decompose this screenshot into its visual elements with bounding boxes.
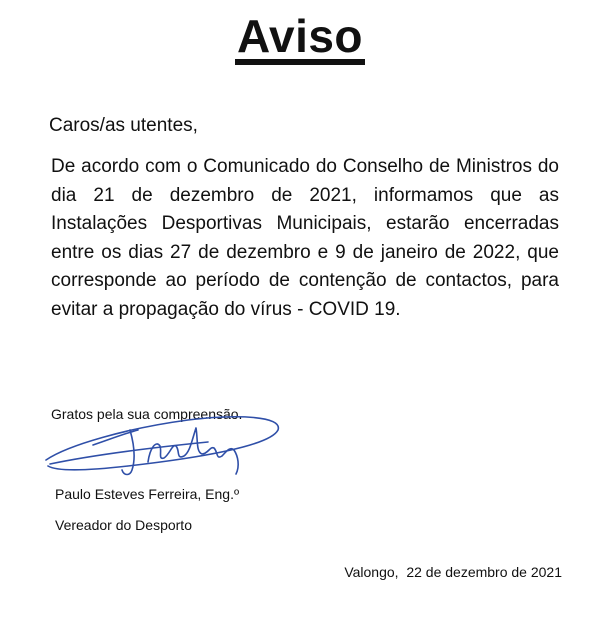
notice-title — [0, 6, 600, 66]
notice-body: De acordo com o Comunicado do Conselho de Ministros do dia 21 de dezembro de 2021, informamos que as Instalações Desportivas Municipais, estarão encerradas entre os dias 27 de dezembro e 9 de janeiro de 2022, que corresponde ao período de contenção de contactos, para evitar a propagação do vírus - COVID 19. — [51, 156, 559, 320]
greeting: Caros/as utentes, — [49, 115, 198, 136]
signer-name: Paulo Esteves Ferreira, Eng.º — [55, 486, 240, 502]
closing-line: Gratos pela sua compreensão. — [51, 406, 243, 422]
handwritten-signature — [38, 400, 298, 480]
notice-title-text: Aviso — [235, 13, 365, 65]
signer-role: Vereador do Desporto — [55, 517, 192, 533]
place-date: Valongo, 22 de dezembro de 2021 — [344, 564, 562, 580]
